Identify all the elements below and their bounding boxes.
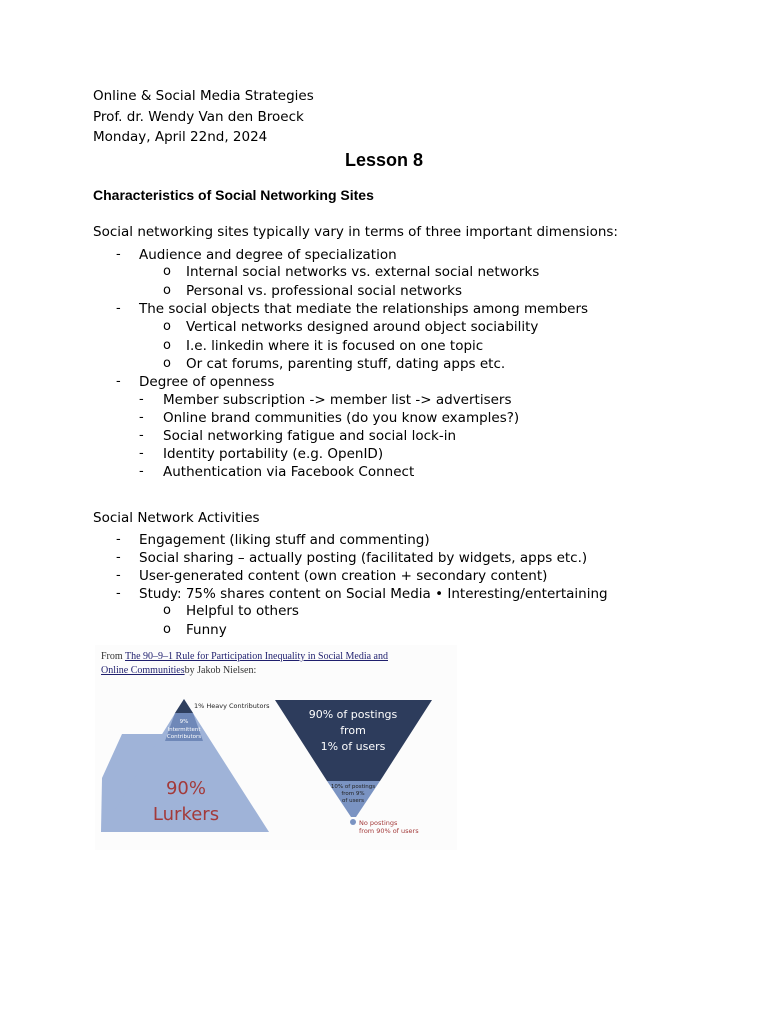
dash-bullet: - [116,568,121,583]
circle-bullet: o [163,603,171,618]
figure-caption-link[interactable]: The 90–9–1 Rule for Participation Inequality in Social Media and [125,651,388,662]
list-item: Audience and degree of specialization [139,247,397,263]
course-name: Online & Social Media Strategies [93,88,314,104]
list-item: The social objects that mediate the relationships among members [139,301,589,317]
dash-bullet: - [139,446,144,461]
circle-bullet: o [163,622,171,637]
postings-label: from [340,724,366,737]
section-heading-activities: Social Network Activities [93,510,260,526]
lurkers-percent: 90% [165,778,207,799]
sub-list-item: Vertical networks designed around object sociability [186,319,539,335]
figure-caption-prefix: From [101,651,125,662]
dash-bullet: - [116,374,121,389]
sub-list-item: Social networking fatigue and social lock-in [163,428,456,444]
figure-caption-suffix: by Jakob Nielsen: [184,665,257,676]
circle-bullet: o [163,356,171,371]
pyramid-top [175,699,193,713]
inverted-triangle-tip [350,819,356,825]
sub-list-item: Authentication via Facebook Connect [163,464,415,480]
sub-list-item: Helpful to others [186,603,299,619]
sub-list-item: Member subscription -> member list -> advertisers [163,392,512,408]
circle-bullet: o [163,264,171,279]
postings-mid-label: 10% of postings [330,784,376,790]
svg-text:From The 90–9–1 Rule for Parti [101,651,388,662]
dash-bullet: - [116,247,121,262]
list-item: Study: 75% shares content on Social Media • Interesting/entertaining [139,586,608,602]
list-item: Engagement (liking stuff and commenting) [139,532,430,548]
sub-list-item: Internal social networks vs. external social networks [186,264,540,280]
circle-bullet: o [163,283,171,298]
circle-bullet: o [163,338,171,353]
pyramid-mid-label: Intermittent [167,727,201,733]
professor-name: Prof. dr. Wendy Van den Broeck [93,109,304,125]
section-intro: Social networking sites typically vary in terms of three important dimensions: [93,224,618,240]
dash-bullet: - [139,428,144,443]
sub-list-item: Or cat forums, parenting stuff, dating apps etc. [186,356,506,372]
dash-bullet: - [116,532,121,547]
postings-mid-label: of users [342,798,364,804]
sub-list-item: I.e. linkedin where it is focused on one topic [186,338,484,354]
lurkers-label: Lurkers [152,804,220,825]
postings-mid-label: from 9% [341,791,365,797]
no-postings-label: from 90% of users [359,827,419,835]
sub-list-item: Online brand communities (do you know examples?) [163,410,520,426]
dash-bullet: - [139,392,144,407]
section-heading-characteristics: Characteristics of Social Networking Sites [93,187,374,203]
list-item: Social sharing – actually posting (facilitated by widgets, apps etc.) [139,550,588,566]
lecture-date: Monday, April 22nd, 2024 [93,129,268,145]
participation-diagram [95,645,457,850]
dash-bullet: - [116,550,121,565]
dash-bullet: - [139,464,144,479]
figure-caption-link-2[interactable]: Online Communities [101,665,185,676]
sub-list-item: Personal vs. professional social networks [186,283,463,299]
svg-text:Online Communitiesby Jakob Nie [101,665,256,676]
pyramid-mid-label: 9% [179,719,189,725]
dash-bullet: - [139,410,144,425]
pyramid-mid-label: Contributors [166,734,202,740]
postings-label: 90% of postings [308,708,398,721]
participation-inequality-figure [95,645,457,850]
no-postings-label: No postings [359,819,398,827]
sub-list-item: Funny [186,622,227,638]
list-item: Degree of openness [139,374,275,390]
dash-bullet: - [116,586,121,601]
sub-list-item: Identity portability (e.g. OpenID) [163,446,384,462]
pyramid-top-label: 1% Heavy Contributors [194,702,270,710]
lesson-title: Lesson 8 [344,150,424,170]
dash-bullet: - [116,301,121,316]
list-item: User-generated content (own creation + secondary content) [139,568,548,584]
postings-label: 1% of users [320,740,386,753]
circle-bullet: o [163,319,171,334]
